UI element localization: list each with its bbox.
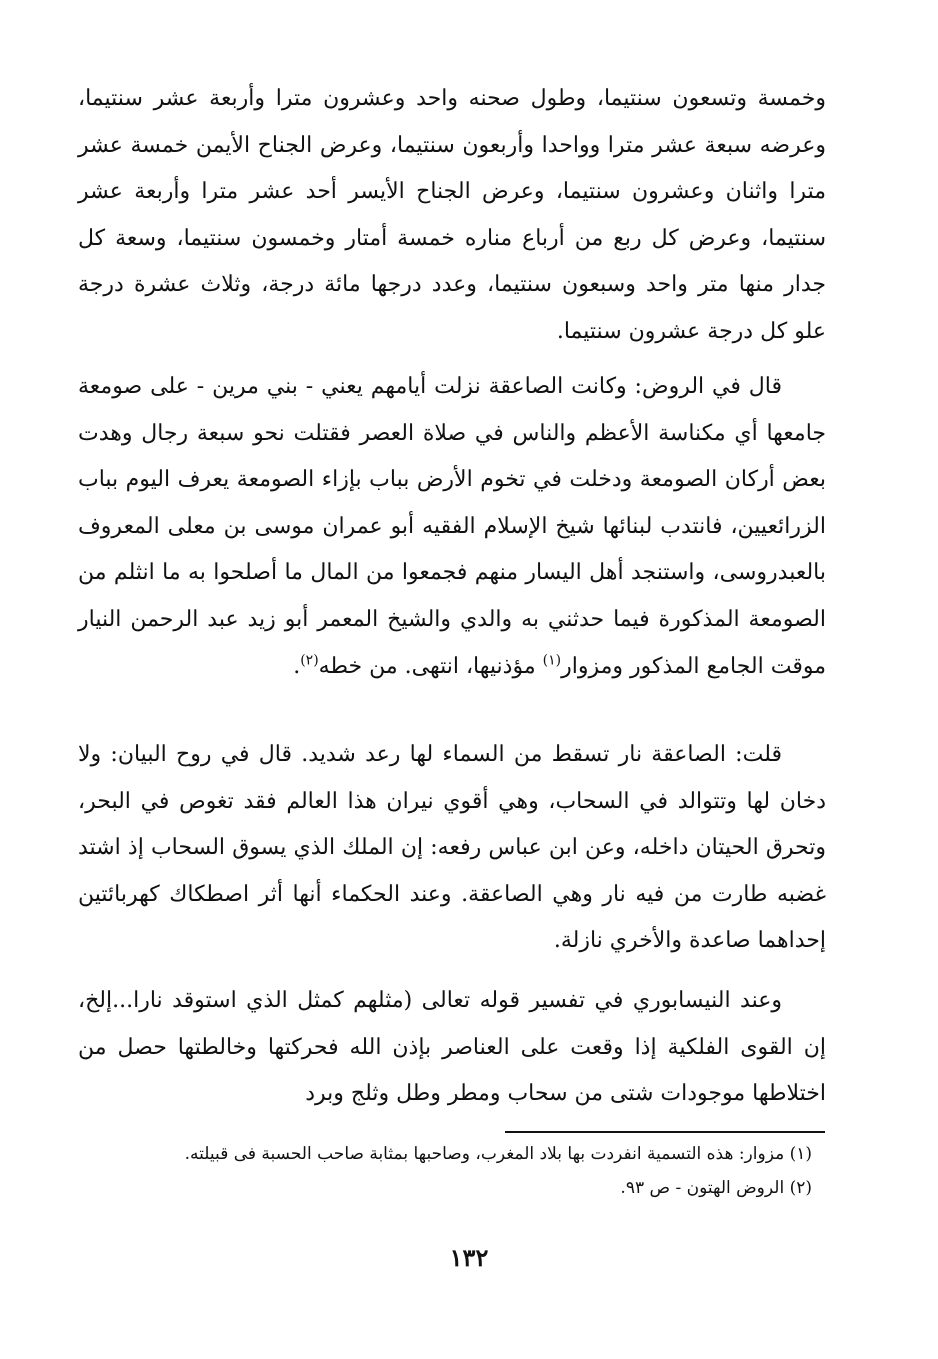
footnote-reference-2[interactable]: (٢) [300,652,319,669]
paragraph-rawd-quote [78,364,826,690]
footnote-2: (٢) الروض الهتون - ص ٩٣. [620,1178,812,1198]
paragraph-nisaburi-tafsir [78,978,826,1118]
footnotes-section [160,1137,812,1205]
paragraph-lightning-definition [78,732,826,965]
footnote-1: (١) مزوار: هذه التسمية انفردت بها بلاد المغرب، وصاحبها بمثابة صاحب الحسبة فى قبيلته. [184,1144,812,1164]
footnote-reference-1[interactable]: (١) [542,652,562,669]
paragraph-text: قلت: الصاعقة نار تسقط من السماء لها رعد شديد. قال في روح البيان: ولا دخان لها وتتوالد في السحاب، وهي أقوي نيران هذا العالم فقد تغوص في البحر، وتحرق الحيتان داخله، وعن ابن عباس رفعه: إن الملك الذي يسوق السحاب إذ اشتد غضبه طارت من فيه نار وهي الصاعقة. وعند الحكماء أنها أثر اصطكاك كهربائتين إحداهما صاعدة والأخري نازلة. [78,742,826,954]
paragraph-end-mark: . [293,653,301,679]
paragraph-mosque-dimensions [78,76,826,356]
page-number: ١٣٢ [449,1243,489,1272]
paragraph-text: وعند النيسابوري في تفسير قوله تعالى (مثلهم كمثل الذي استوقد نارا...إلخ، إن القوى الفلكية إذا وقعت على العناصر بإذن الله فحركتها وخالطتها حصل من اختلاطها موجودات شتى من سحاب ومطر وطل وثلج وبرد [78,988,826,1107]
footnote-divider [505,1131,825,1133]
paragraph-text: قال في الروض: وكانت الصاعقة نزلت أيامهم يعني - بني مرين - على صومعة جامعها أي مكناسة الأعظم والناس في صلاة العصر فقتلت نحو سبعة رجال وهدت بعض أركان الصومعة ودخلت في تخوم الأرض بباب بإزاء الصومعة يعرف اليوم بباب الزرائعيين، فانتدب لبنائها شيخ الإسلام الفقيه أبو عمران موسى بن معلى المعروف بالعبدروسى، واستنجد أهل اليسار منهم فجمعوا من المال ما أصلحوا به ما انثلم من الصومعة المذكورة فيما حدثني به والدي والشيخ المعمر أبو زيد عبد الرحمن النيار موقت الجامع المذكور ومزوار [78,374,826,679]
paragraph-text-continued: مؤذنيها، انتهى. من خطه [318,653,543,679]
paragraph-text: وخمسة وتسعون سنتيما، وطول صحنه واحد وعشرون مترا وأربعة عشر سنتيما، وعرضه سبعة عشر مترا وواحدا وأربعون سنتيما، وعرض الجناح الأيمن خمسة عشر مترا واثنان وعشرون سنتيما، وعرض الجناح الأيسر أحد عشر مترا وأربعة عشر سنتيما، وعرض كل ربع من أرباع مناره خمسة أمتار وخمسون سنتيما، وسعة كل جدار منها متر واحد وسبعون سنتيما، وعدد درجها مائة درجة، وثلاث عشرة درجة علو كل درجة عشرون سنتيما. [78,86,826,344]
